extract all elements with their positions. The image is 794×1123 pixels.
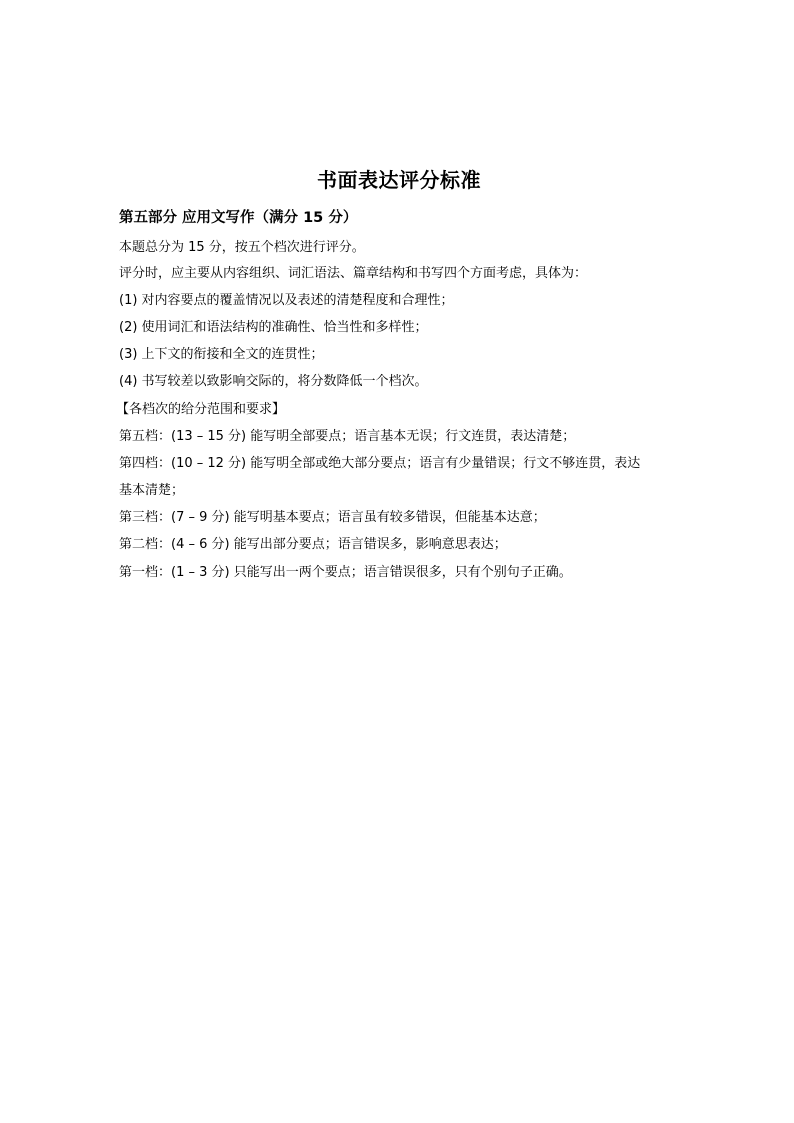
level-2-text: 第二档：(4 – 6 分) 能写出部分要点；语言错误多，影响意思表达； bbox=[119, 537, 507, 552]
level-1-text: 第一档：(1 – 3 分) 只能写出一两个要点；语言错误很多，只有个别句子正确。 bbox=[119, 565, 572, 580]
intro-text: 本题总分为 15 分，按五个档次进行评分。 bbox=[119, 240, 365, 255]
section-heading: 第五部分 应用文写作（满分 15 分） bbox=[119, 210, 358, 226]
criteria-intro-text: 评分时，应主要从内容组织、词汇语法、篇章结构和书写四个方面考虑，具体为： bbox=[119, 266, 588, 281]
level-4-text-continued: 基本清楚； bbox=[119, 483, 185, 498]
criterion-item-1: (1) 对内容要点的覆盖情况以及表述的清楚程度和合理性； bbox=[119, 293, 454, 308]
page-title: 书面表达评分标准 bbox=[317, 168, 481, 192]
criterion-item-2: (2) 使用词汇和语法结构的准确性、恰当性和多样性； bbox=[119, 320, 428, 335]
level-4-text: 第四档：(10 – 12 分) 能写明全部或绝大部分要点；语言有少量错误；行文不够连贯，表达 bbox=[119, 456, 641, 471]
criterion-item-3: (3) 上下文的衔接和全文的连贯性； bbox=[119, 347, 324, 362]
level-3-text: 第三档：(7 – 9 分) 能写明基本要点；语言虽有较多错误，但能基本达意； bbox=[119, 510, 546, 525]
criterion-item-4: (4) 书写较差以致影响交际的，将分数降低一个档次。 bbox=[119, 374, 428, 389]
levels-heading: 【各档次的给分范围和要求】 bbox=[116, 402, 286, 417]
level-5-text: 第五档：(13 – 15 分) 能写明全部要点；语言基本无误；行文连贯，表达清楚； bbox=[119, 429, 576, 444]
